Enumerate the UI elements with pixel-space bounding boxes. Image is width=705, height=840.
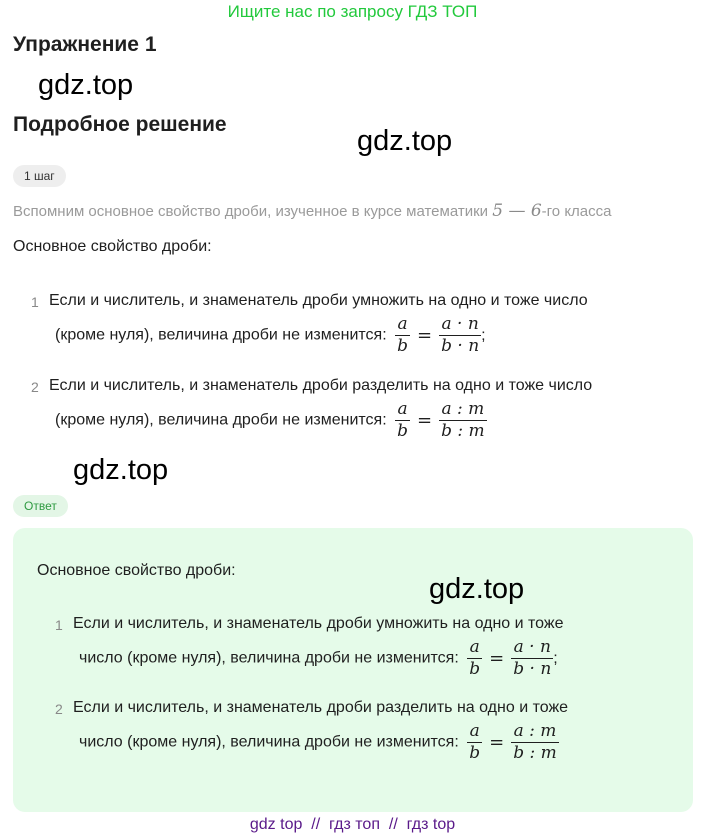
rule-formula-line: число (кроме нуля), величина дроби не изменится: $\frac{a}{b}$ = $\frac{a : m}{b : m}$ — [79, 721, 557, 763]
step-badge: 1 шаг — [13, 165, 66, 187]
fraction-formula: $\frac{a}{b}$ = $\frac{a \cdot n}{b \cdot n}$ ; — [397, 314, 486, 356]
fraction-formula: $\frac{a}{b}$ = $\frac{a : m}{b : m}$ — [397, 399, 485, 441]
list-number: 1 — [55, 617, 63, 633]
fraction-formula: $\frac{a}{b}$ = $\frac{a : m}{b : m}$ — [469, 721, 557, 763]
rule-formula-line: (кроме нуля), величина дроби не изменится: $\frac{a}{b}$ = $\frac{a : m}{b : m}$ — [55, 399, 485, 441]
fraction-formula: $\frac{a}{b}$ = $\frac{a \cdot n}{b \cdot n}$ ; — [469, 637, 558, 679]
list-number: 1 — [31, 294, 39, 310]
rule-formula-line: число (кроме нуля), величина дроби не изменится: $\frac{a}{b}$ = $\frac{a \cdot n}{b \cdot n}$ ; — [79, 637, 558, 679]
watermark: gdz.top — [357, 125, 453, 157]
rule-text: Если и числитель, и знаменатель дроби умножить на одно и тоже — [73, 615, 564, 632]
footer-links[interactable]: gdz top // гдз топ // гдз top — [249, 816, 456, 833]
watermark: gdz.top — [73, 454, 169, 486]
rule-formula-line: (кроме нуля), величина дроби не изменится: $\frac{a}{b}$ = $\frac{a \cdot n}{b \cdot n}$ ; — [55, 314, 486, 356]
solution-title: Подробное решение — [13, 113, 227, 136]
intro-text: Вспомним основное свойство дроби, изученное в курсе математики 5 — 6-го класса — [13, 201, 612, 221]
watermark: gdz.top — [429, 573, 525, 605]
watermark: gdz.top — [38, 69, 134, 101]
answer-heading: Основное свойство дроби: — [37, 562, 236, 579]
exercise-title: Упражнение 1 — [13, 33, 157, 56]
search-banner: Ищите нас по запросу ГДЗ ТОП — [227, 2, 478, 21]
rule-text: Если и числитель, и знаменатель дроби разделить на одно и тоже число — [49, 377, 593, 394]
list-number: 2 — [31, 379, 39, 395]
rule-text: Если и числитель, и знаменатель дроби умножить на одно и тоже число — [49, 292, 588, 309]
rule-text: Если и числитель, и знаменатель дроби разделить на одно и тоже — [73, 699, 569, 716]
answer-badge: Ответ — [13, 495, 68, 517]
list-number: 2 — [55, 701, 63, 717]
property-heading: Основное свойство дроби: — [13, 238, 212, 255]
